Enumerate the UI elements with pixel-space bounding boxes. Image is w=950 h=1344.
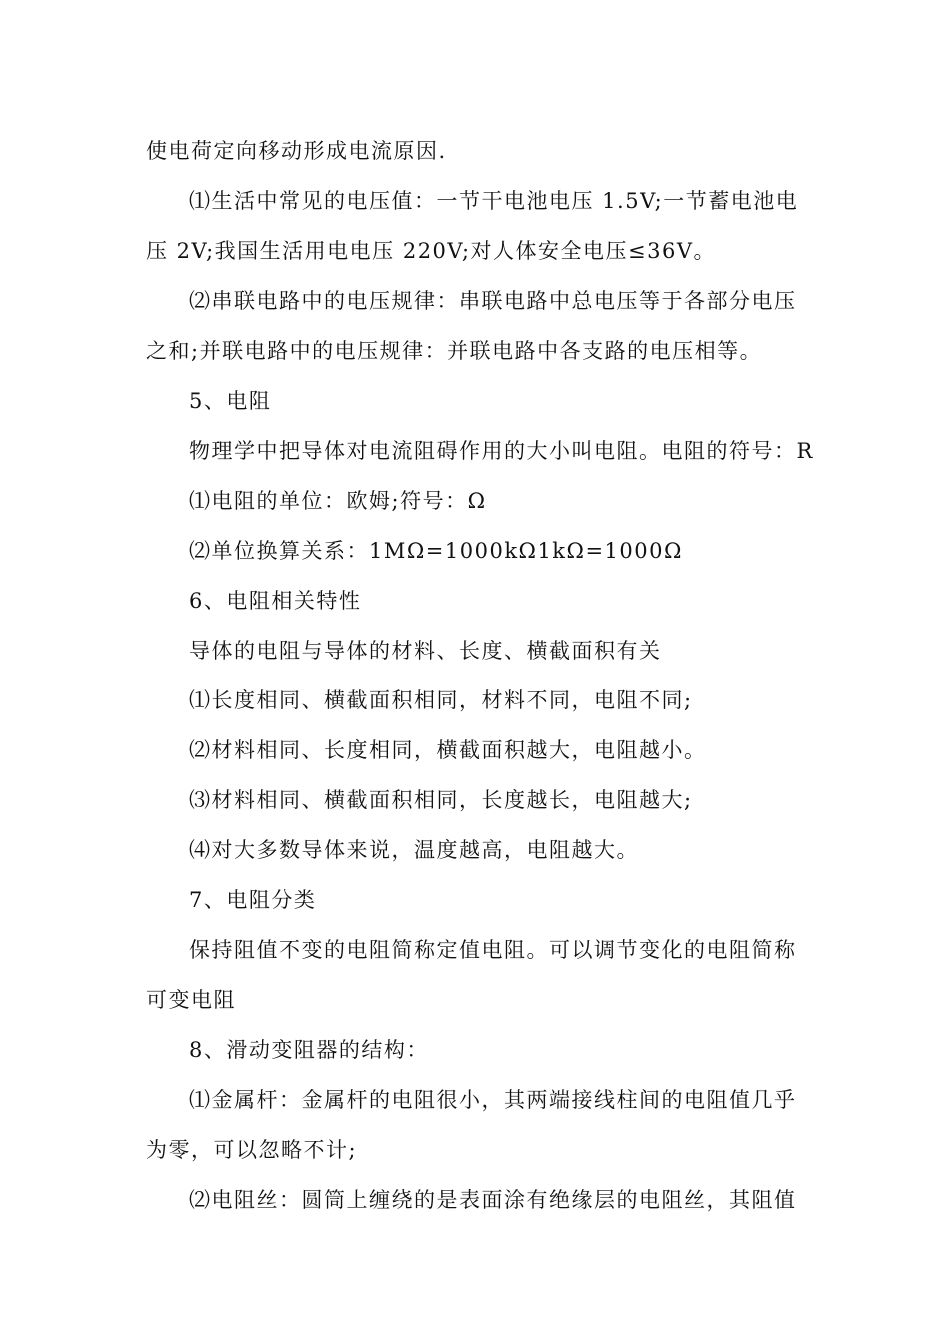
text-line: ⑵单位换算关系：1MΩ=1000kΩ1kΩ=1000Ω	[189, 539, 683, 563]
text-line: 之和;并联电路中的电压规律：并联电路中各支路的电压相等。	[146, 339, 763, 363]
section-heading: 5、电阻	[189, 389, 272, 413]
text-line: 物理学中把导体对电流阻碍作用的大小叫电阻。电阻的符号：R	[189, 439, 814, 463]
text-line: ⑵电阻丝：圆筒上缠绕的是表面涂有绝缘层的电阻丝，其阻值	[189, 1188, 797, 1212]
text-line: ⑴金属杆：金属杆的电阻很小，其两端接线柱间的电阻值几乎	[189, 1088, 797, 1112]
text-line: ⑵材料相同、长度相同，横截面积越大，电阻越小。	[189, 738, 707, 762]
text-line: ⑶材料相同、横截面积相同，长度越长，电阻越大;	[189, 788, 693, 812]
text-line: 保持阻值不变的电阻简称定值电阻。可以调节变化的电阻简称	[189, 938, 797, 962]
text-line: 导体的电阻与导体的材料、长度、横截面积有关	[189, 639, 662, 663]
section-heading: 8、滑动变阻器的结构：	[189, 1038, 429, 1062]
text-line: 可变电阻	[146, 988, 236, 1012]
text-line: ⑷对大多数导体来说，温度越高，电阻越大。	[189, 838, 639, 862]
text-line: 为零，可以忽略不计;	[146, 1138, 358, 1162]
section-heading: 6、电阻相关特性	[189, 589, 362, 613]
text-line: ⑴电阻的单位：欧姆;符号：Ω	[189, 489, 487, 513]
text-line: ⑴长度相同、横截面积相同，材料不同，电阻不同;	[189, 688, 693, 712]
section-heading: 7、电阻分类	[189, 888, 317, 912]
text-line: ⑵串联电路中的电压规律：串联电路中总电压等于各部分电压	[189, 289, 797, 313]
text-line: 压 2V;我国生活用电电压 220V;对人体安全电压≤36V。	[146, 239, 717, 263]
text-line: 使电荷定向移动形成电流原因.	[146, 139, 447, 163]
text-line: ⑴生活中常见的电压值：一节干电池电压 1.5V;一节蓄电池电	[189, 189, 799, 213]
